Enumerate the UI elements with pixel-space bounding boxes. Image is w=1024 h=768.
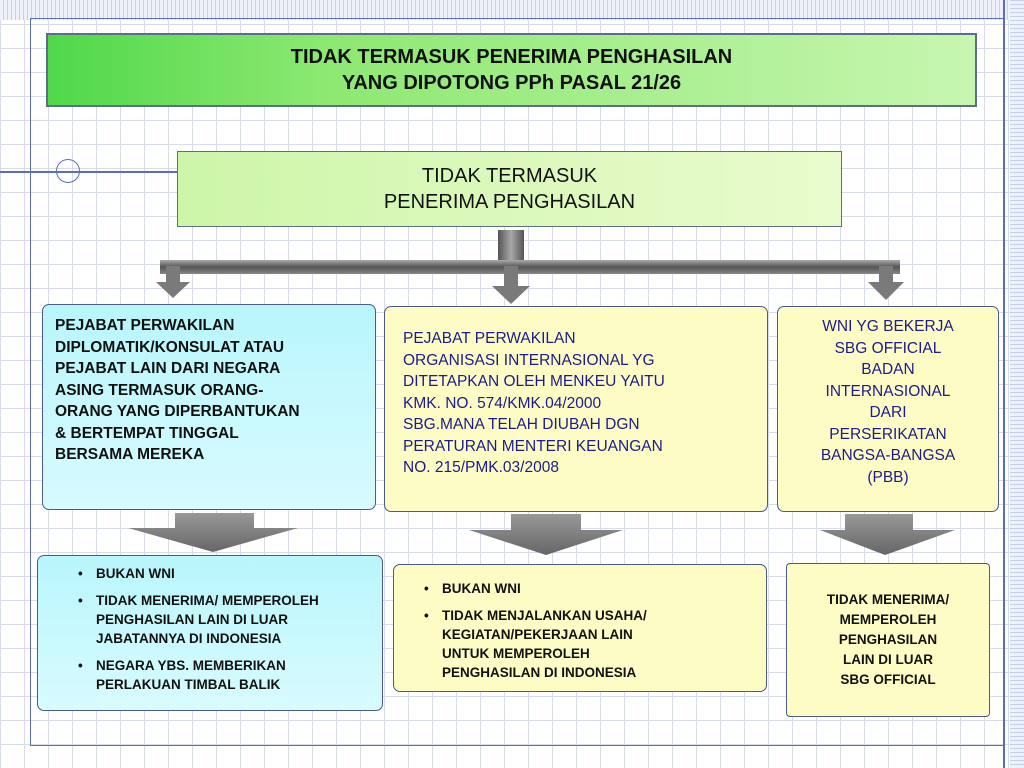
wide-arrow-left [128, 513, 298, 552]
condition-box-international-org [393, 564, 767, 692]
condition-item: • TIDAK MENJALANKAN USAHA/ KEGIATAN/PEKERJAAN LAIN UNTUK MEMPEROLEH PENGHASILAN DI INDONESIA [414, 606, 760, 682]
wide-arrow-right [820, 514, 955, 555]
distribution-bar [160, 260, 900, 274]
condition-item: • NEGARA YBS. MEMBERIKAN PERLAKUAN TIMBAL BALIK [68, 656, 376, 694]
category-text-international-org: PEJABAT PERWAKILAN ORGANISASI INTERNASIONAL YG DITETAPKAN OLEH MENKEU YAITU KMK. NO. 574/KMK.04/2000 SBG.MANA TELAH DIUBAH DGN PERATURAN MENTERI KEUANGAN NO. 215/PMK.03/2008 [403, 330, 665, 476]
category-text-wni-pbb: WNI YG BEKERJA SBG OFFICIAL BADAN INTERNASIONAL DARI PERSERIKATAN BANGSA-BANGSA (PBB) [820, 318, 956, 486]
root-node-line-2: PENERIMA PENGHASILAN [383, 191, 636, 213]
condition-box-wni-pbb [786, 563, 990, 717]
condition-list-diplomatic [68, 564, 376, 694]
category-box-diplomatic [42, 304, 376, 510]
condition-box-diplomatic [37, 555, 383, 711]
wide-arrow-center [469, 514, 623, 555]
condition-item: • TIDAK MENERIMA/ MEMPEROLEH PENGHASILAN LAIN DI LUAR JABATANNYA DI INDONESIA [68, 591, 376, 648]
slide-title-line-1: TIDAK TERMASUK PENERIMA PENGHASILAN [290, 46, 733, 68]
category-box-international-org [384, 306, 768, 512]
category-text-diplomatic: PEJABAT PERWAKILAN DIPLOMATIK/KONSULAT ATAU PEJABAT LAIN DARI NEGARA ASING TERMASUK ORANG- ORANG YANG DIPERBANTUKAN & BERTEMPAT TINGGAL BERSAMA MEREKA [55, 317, 300, 463]
condition-list-international-org [414, 579, 760, 682]
condition-item: • BUKAN WNI [414, 579, 760, 598]
slide-title-line-2: YANG DIPOTONG PPh PASAL 21/26 [341, 72, 682, 94]
root-node-line-1: TIDAK TERMASUK [421, 165, 598, 187]
category-box-wni-pbb [777, 306, 999, 512]
condition-item: • BUKAN WNI [68, 564, 376, 583]
condition-text-wni-pbb: TIDAK MENERIMA/ MEMPEROLEH PENGHASILAN LAIN DI LUAR SBG OFFICIAL [826, 592, 950, 687]
